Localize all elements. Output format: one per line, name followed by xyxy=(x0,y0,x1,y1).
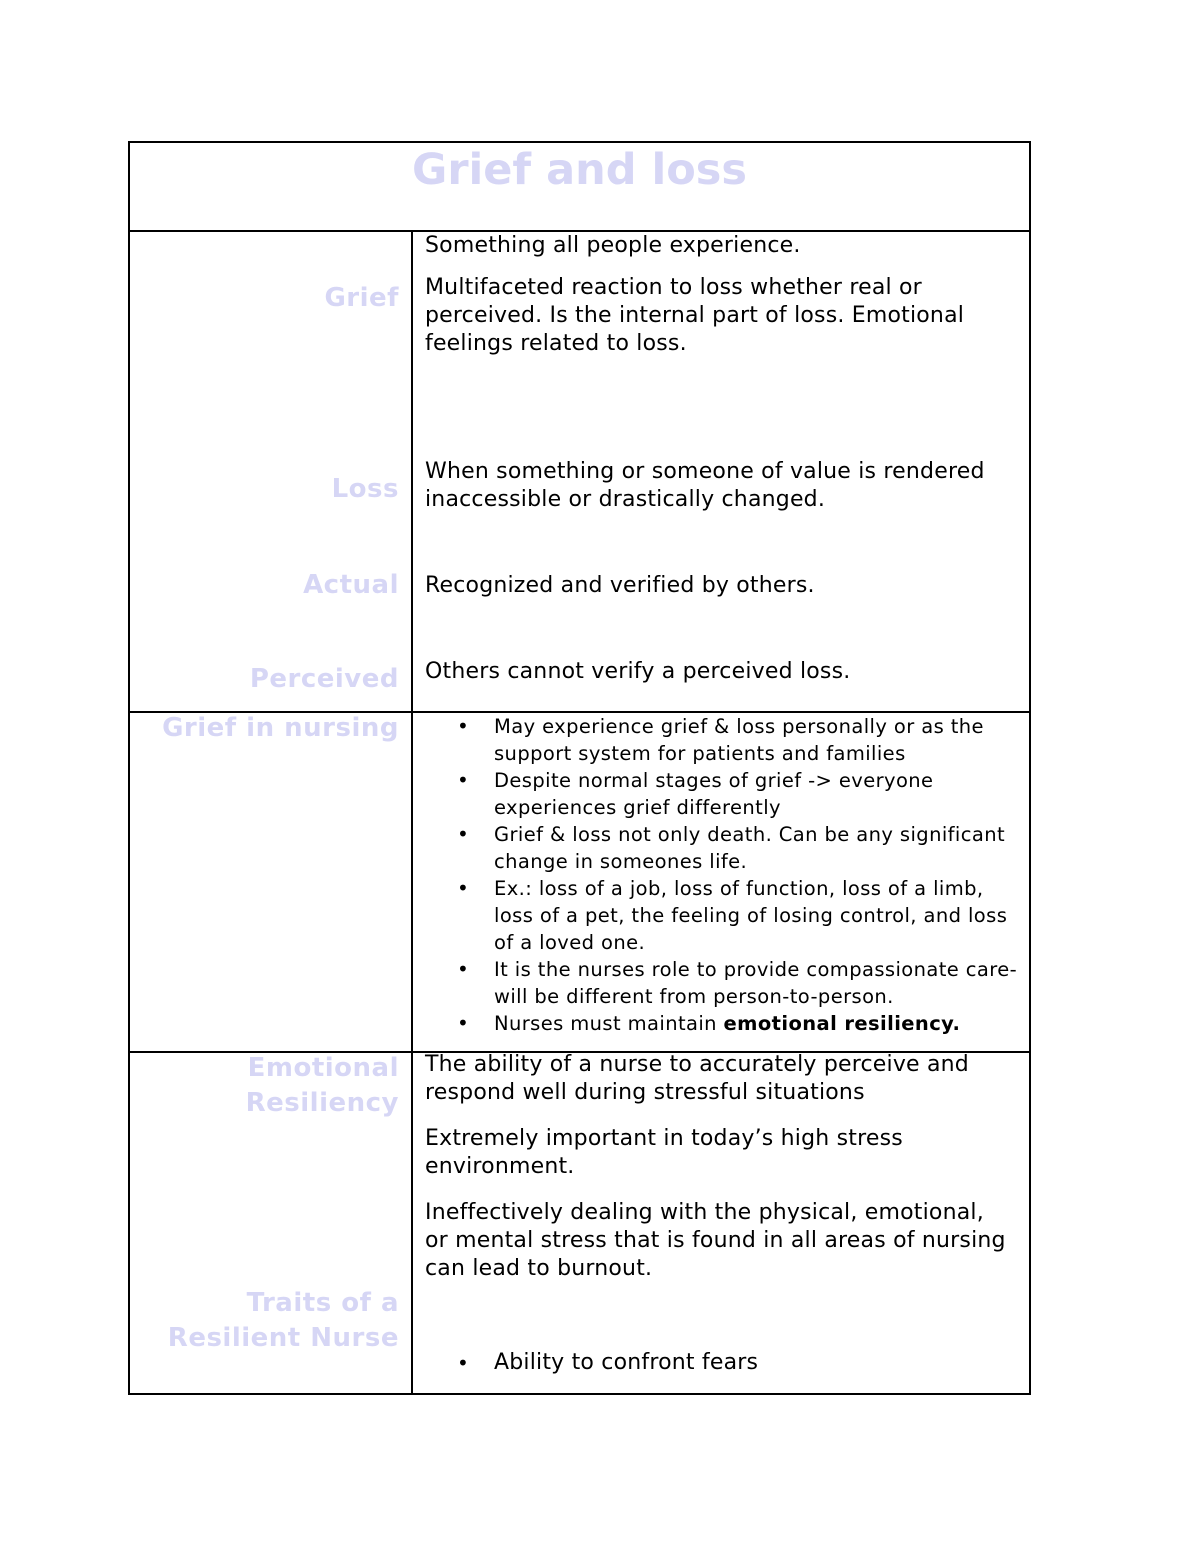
grief-definition-2: Multifaceted reaction to loss whether real or perceived. Is the internal part of loss. Emotional feelings related to loss. xyxy=(425,275,965,356)
terms-cell xyxy=(130,230,413,711)
term-actual: Actual xyxy=(303,570,399,600)
emphasis-text: emotional resiliency. xyxy=(723,1012,961,1035)
list-item: • Despite normal stages of grief -> everyone experiences grief differently xyxy=(425,767,1019,821)
term-grief: Grief xyxy=(324,283,399,313)
actual-definition: Recognized and verified by others. xyxy=(425,573,815,598)
grief-in-nursing-list xyxy=(425,713,1019,1037)
resiliency-cell xyxy=(413,1051,1029,1395)
list-item: • Ex.: loss of a job, loss of function, loss of a limb, loss of a pet, the feeling of losing control, and loss of a loved one. xyxy=(425,875,1019,956)
list-item-text: Nurses must maintain xyxy=(494,1012,724,1035)
term-grief-in-nursing: Grief in nursing xyxy=(162,713,399,743)
grief-definition-1: Something all people experience. xyxy=(425,233,801,258)
resiliency-definition: The ability of a nurse to accurately perceive and respond well during stressful situations xyxy=(425,1052,969,1105)
notes-table xyxy=(128,141,1031,1395)
term-perceived: Perceived xyxy=(249,664,399,694)
list-item: • Ability to confront fears xyxy=(425,1349,1019,1377)
grief-in-nursing-cell xyxy=(413,711,1029,1051)
term-emotional-resiliency: Emotional Resiliency xyxy=(245,1053,399,1118)
definitions-cell xyxy=(413,230,1029,711)
grief-in-nursing-row xyxy=(130,711,1029,1053)
resiliency-importance: Extremely important in today’s high stress environment. xyxy=(425,1126,903,1179)
resiliency-burnout: Ineffectively dealing with the physical, emotional, or mental stress that is found in all areas of nursing can lead to burnout. xyxy=(425,1200,1006,1281)
list-item xyxy=(425,1010,1019,1037)
list-item: • It is the nurses role to provide compassionate care- will be different from person-to-person. xyxy=(425,956,1019,1010)
term-loss: Loss xyxy=(331,474,399,504)
resiliency-terms-cell xyxy=(130,1051,413,1395)
emotional-resiliency-row xyxy=(130,1051,1029,1395)
grief-in-nursing-term-cell xyxy=(130,711,413,1051)
definitions-row xyxy=(130,230,1029,713)
perceived-definition: Others cannot verify a perceived loss. xyxy=(425,659,851,684)
traits-list xyxy=(425,1349,1019,1377)
loss-definition: When something or someone of value is rendered inaccessible or drastically changed. xyxy=(425,459,985,512)
list-item: • Grief & loss not only death. Can be any significant change in someones life. xyxy=(425,821,1019,875)
page-title: Grief and loss xyxy=(412,145,747,195)
term-traits-resilient-nurse: Traits of a Resilient Nurse xyxy=(167,1288,399,1353)
list-item: • May experience grief & loss personally or as the support system for patients and families xyxy=(425,713,1019,767)
title-row xyxy=(130,143,1029,232)
